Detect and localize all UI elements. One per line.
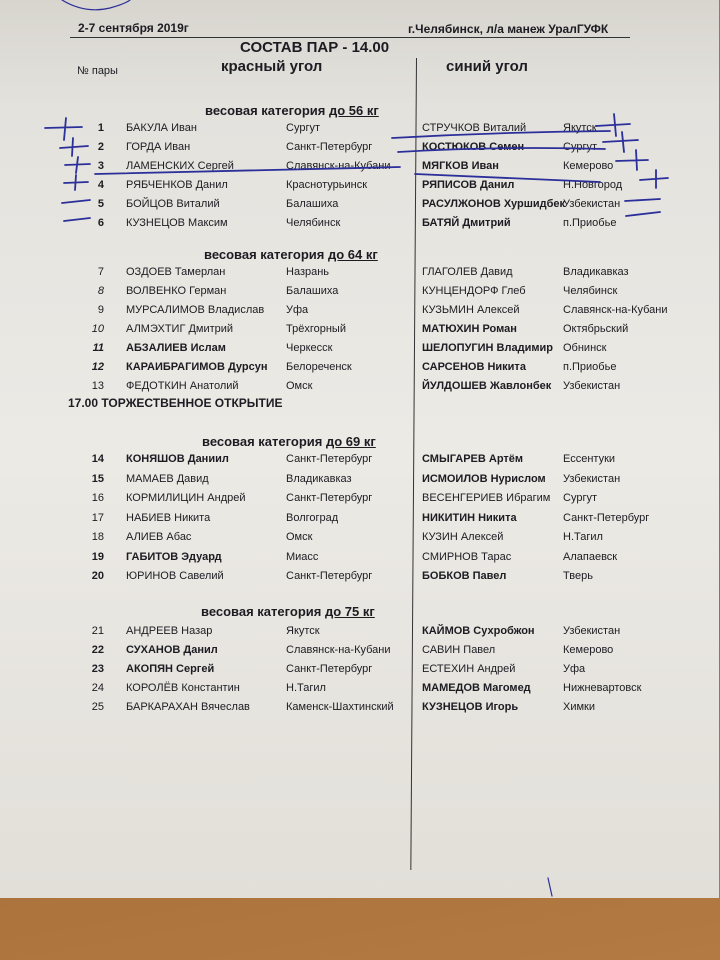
red-fighter-name: БАКУЛА Иван xyxy=(126,122,197,134)
red-fighter-city: Славянск-на-Кубани xyxy=(286,160,391,172)
blue-fighter-name: ЕСТЕХИН Андрей xyxy=(422,663,516,675)
pair-row xyxy=(0,551,719,570)
category-prefix: весовая категория xyxy=(204,247,325,262)
blue-fighter-city: Уфа xyxy=(563,663,586,675)
red-fighter-name: АЛМЭХТИГ Дмитрий xyxy=(126,323,234,335)
pair-number: 3 xyxy=(97,160,104,172)
pair-number: 2 xyxy=(97,141,104,153)
blue-fighter-city: Кемерово xyxy=(563,160,614,172)
pen-tick xyxy=(548,878,552,896)
doodle-mark xyxy=(62,0,130,10)
blue-fighter-name: РАСУЛЖОНОВ Хуршидбек xyxy=(422,198,566,210)
blue-fighter-name: КОСТЮКОВ Семен xyxy=(422,141,525,153)
pair-number: 1 xyxy=(97,122,104,134)
red-fighter-city: Белореченск xyxy=(286,361,352,373)
blue-fighter-city: Санкт-Петербург xyxy=(563,511,650,524)
blue-fighter-name: СМИРНОВ Тарас xyxy=(422,550,512,563)
blue-fighter-name: БАТЯЙ Дмитрий xyxy=(422,217,511,229)
pair-number: 8 xyxy=(97,285,104,297)
blue-fighter-city: Челябинск xyxy=(563,285,618,297)
pair-number: 24 xyxy=(91,682,104,694)
blue-fighter-name: ИСМОИЛОВ Нурислом xyxy=(422,472,546,485)
red-fighter-city: Балашиха xyxy=(286,198,339,210)
blue-fighter-name: ЙУЛДОШЕВ Жавлонбек xyxy=(422,380,552,392)
pair-number: 12 xyxy=(91,361,104,373)
red-fighter-name: МУРСАЛИМОВ Владислав xyxy=(126,304,265,316)
pair-row xyxy=(0,160,719,179)
pair-row xyxy=(0,266,719,285)
category-weight: до 69 кг xyxy=(325,434,376,449)
red-fighter-name: БОЙЦОВ Виталий xyxy=(126,198,220,210)
blue-fighter-city: Алапаевск xyxy=(563,550,618,563)
red-fighter-name: ОЗДОЕВ Тамерлан xyxy=(126,266,226,278)
blue-fighter-city: п.Приобье xyxy=(563,361,617,373)
weight-category-header xyxy=(202,434,376,449)
pair-number: 21 xyxy=(91,625,104,637)
pair-number: 6 xyxy=(97,217,104,229)
red-fighter-name: ГОРДА Иван xyxy=(126,141,191,153)
pair-number: 4 xyxy=(97,179,104,191)
red-fighter-city: Санкт-Петербург xyxy=(286,492,373,504)
red-fighter-city: Санкт-Петербург xyxy=(286,141,373,153)
pair-number: 13 xyxy=(91,380,104,392)
blue-fighter-city: п.Приобье xyxy=(563,217,617,229)
red-fighter-city: Черкесск xyxy=(286,342,333,354)
red-fighter-city: Санкт-Петербург xyxy=(286,453,373,465)
weight-category-header xyxy=(201,604,375,619)
red-fighter-name: КОРМИЛИЦИН Андрей xyxy=(126,492,246,504)
blue-fighter-name: МЯГКОВ Иван xyxy=(422,160,499,172)
pair-number: 22 xyxy=(91,644,104,656)
red-fighter-name: АКОПЯН Сергей xyxy=(126,663,215,675)
blue-fighter-city: Тверь xyxy=(563,570,593,582)
red-fighter-city: Н.Тагил xyxy=(286,682,326,694)
event-dates: 2-7 сентября 2019г xyxy=(78,21,189,35)
blue-fighter-name: СТРУЧКОВ Виталий xyxy=(422,122,527,134)
blue-fighter-name: БОБКОВ Павел xyxy=(422,570,507,582)
pair-row xyxy=(0,342,719,361)
red-fighter-name: ЛАМЕНСКИХ Сергей xyxy=(126,160,234,172)
red-fighter-city: Балашиха xyxy=(286,285,339,297)
pair-row xyxy=(0,644,719,663)
pair-row xyxy=(0,531,719,550)
weight-category-header xyxy=(204,247,378,262)
red-fighter-name: ФЕДОТКИН Анатолий xyxy=(126,380,239,392)
red-fighter-name: КУЗНЕЦОВ Максим xyxy=(126,217,228,229)
red-fighter-city: Славянск-на-Кубани xyxy=(286,644,391,656)
pair-row xyxy=(0,682,719,701)
blue-fighter-name: КУНЦЕНДОРФ Глеб xyxy=(422,285,526,297)
red-fighter-city: Трёхгорный xyxy=(286,323,346,335)
blue-fighter-name: САВИН Павел xyxy=(422,644,496,656)
blue-fighter-city: Славянск-на-Кубани xyxy=(563,304,668,316)
red-fighter-name: АБЗАЛИЕВ Ислам xyxy=(126,342,226,354)
page-title: СОСТАВ ПАР - 14.00 xyxy=(240,39,390,56)
red-fighter-city: Сургут xyxy=(286,122,320,134)
blue-fighter-city: Химки xyxy=(563,701,596,713)
blue-fighter-name: РЯПИСОВ Данил xyxy=(422,179,515,191)
pair-row xyxy=(0,701,719,720)
red-fighter-city: Краснотурьинск xyxy=(286,179,368,191)
red-fighter-name: КОРОЛЁВ Константин xyxy=(126,682,240,694)
pair-row xyxy=(0,179,719,198)
blue-fighter-name: САРСЕНОВ Никита xyxy=(422,361,526,373)
red-fighter-name: БАРКАРАХАН Вячеслав xyxy=(126,701,250,713)
pair-number: 20 xyxy=(91,570,104,582)
pair-number: 15 xyxy=(91,472,104,485)
header-divider xyxy=(70,37,630,38)
pair-row xyxy=(0,570,719,589)
pair-number: 19 xyxy=(91,550,104,563)
pair-row xyxy=(0,492,719,511)
blue-fighter-name: КУЗИН Алексей xyxy=(422,531,504,543)
pair-row xyxy=(0,512,719,531)
pair-number: 18 xyxy=(91,531,104,543)
blue-fighter-city: Узбекистан xyxy=(563,198,621,210)
pair-row xyxy=(0,625,719,644)
blue-fighter-city: Узбекистан xyxy=(563,472,621,485)
red-fighter-city: Миасс xyxy=(286,550,319,563)
blue-fighter-city: Н.Новгород xyxy=(563,179,623,191)
red-fighter-city: Якутск xyxy=(286,625,320,637)
red-fighter-name: МАМАЕВ Давид xyxy=(126,472,209,485)
red-fighter-name: КОНЯШОВ Даниил xyxy=(126,453,229,465)
category-prefix: весовая категория xyxy=(201,604,322,619)
category-prefix: весовая категория xyxy=(202,434,323,449)
red-fighter-name: СУХАНОВ Данил xyxy=(126,644,218,656)
red-fighter-city: Челябинск xyxy=(286,217,341,229)
pair-number: 10 xyxy=(91,323,104,335)
blue-fighter-city: Обнинск xyxy=(563,342,607,354)
pair-number: 23 xyxy=(91,663,104,675)
pair-row xyxy=(0,453,719,472)
blue-fighter-city: Узбекистан xyxy=(563,380,621,392)
weight-category-header xyxy=(205,103,379,118)
category-weight: до 75 кг xyxy=(324,604,375,619)
red-fighter-city: Санкт-Петербург xyxy=(286,570,373,582)
pair-row xyxy=(0,141,719,160)
pair-row xyxy=(0,304,719,323)
blue-fighter-city: Сургут xyxy=(563,492,597,504)
blue-fighter-name: ВЕСЕНГЕРИЕВ Ибрагим xyxy=(422,492,551,504)
pair-row xyxy=(0,473,719,492)
pair-number: 25 xyxy=(91,701,104,713)
pair-number: 7 xyxy=(97,266,104,278)
pair-row xyxy=(0,198,719,217)
pair-row xyxy=(0,122,719,141)
blue-fighter-city: Ессентуки xyxy=(563,453,616,465)
red-fighter-name: АНДРЕЕВ Назар xyxy=(126,625,213,637)
category-prefix: весовая категория xyxy=(205,103,326,118)
red-fighter-name: ВОЛВЕНКО Герман xyxy=(126,285,227,297)
blue-fighter-city: Октябрьский xyxy=(563,323,629,335)
red-fighter-city: Омск xyxy=(286,531,313,543)
blue-fighter-name: СМЫГАРЕВ Артём xyxy=(422,453,524,465)
pair-number: 14 xyxy=(91,453,104,465)
red-fighter-city: Назрань xyxy=(286,266,330,278)
red-fighter-city: Каменск-Шахтинский xyxy=(286,701,394,713)
pair-row xyxy=(0,323,719,342)
pair-row xyxy=(0,285,719,304)
column-pair-number: № пары xyxy=(77,65,118,77)
red-fighter-name: ГАБИТОВ Эдуард xyxy=(126,550,222,563)
category-weight: до 64 кг xyxy=(327,247,378,262)
blue-fighter-name: КУЗЬМИН Алексей xyxy=(422,304,520,316)
blue-fighter-name: НИКИТИН Никита xyxy=(422,511,517,524)
blue-fighter-name: ШЕЛОПУГИН Владимир xyxy=(422,342,553,354)
category-weight: до 56 кг xyxy=(328,103,379,118)
blue-fighter-city: Нижневартовск xyxy=(563,682,642,694)
pair-row xyxy=(0,361,719,380)
pair-number: 5 xyxy=(97,198,104,210)
pair-number: 17 xyxy=(91,511,104,524)
blue-fighter-city: Якутск xyxy=(563,122,597,134)
blue-fighter-name: ГЛАГОЛЕВ Давид xyxy=(422,266,513,278)
event-venue: г.Челябинск, л/а манеж УралГУФК xyxy=(408,22,609,36)
blue-fighter-city: Владикавказ xyxy=(563,266,629,278)
red-fighter-city: Владикавказ xyxy=(286,472,352,485)
blue-fighter-city: Кемерово xyxy=(563,644,614,656)
red-fighter-city: Уфа xyxy=(286,304,309,316)
blue-fighter-name: КУЗНЕЦОВ Игорь xyxy=(422,701,519,713)
red-fighter-city: Омск xyxy=(286,380,313,392)
red-fighter-name: АЛИЕВ Абас xyxy=(126,531,192,543)
red-fighter-city: Волгоград xyxy=(286,511,339,524)
pair-number: 16 xyxy=(91,492,104,504)
red-fighter-name: НАБИЕВ Никита xyxy=(126,511,211,524)
red-fighter-name: ЮРИНОВ Савелий xyxy=(126,570,224,582)
red-fighter-name: РЯБЧЕНКОВ Данил xyxy=(126,179,228,191)
pair-row xyxy=(0,217,719,236)
blue-fighter-name: МАМЕДОВ Магомед xyxy=(422,682,531,694)
opening-ceremony-note: 17.00 ТОРЖЕСТВЕННОЕ ОТКРЫТИЕ xyxy=(68,396,283,410)
column-red-corner: красный угол xyxy=(221,58,323,75)
column-blue-corner: синий угол xyxy=(446,58,528,75)
red-fighter-city: Санкт-Петербург xyxy=(286,663,373,675)
blue-fighter-name: КАЙМОВ Сухробжон xyxy=(422,625,535,637)
blue-fighter-city: Н.Тагил xyxy=(563,531,603,543)
pair-row xyxy=(0,663,719,682)
blue-fighter-city: Сургут xyxy=(563,141,597,153)
blue-fighter-name: МАТЮХИН Роман xyxy=(422,323,517,335)
blue-fighter-city: Узбекистан xyxy=(563,625,621,637)
red-fighter-name: КАРАИБРАГИМОВ Дурсун xyxy=(126,361,268,373)
pair-number: 11 xyxy=(92,342,104,354)
pair-number: 9 xyxy=(97,304,104,316)
